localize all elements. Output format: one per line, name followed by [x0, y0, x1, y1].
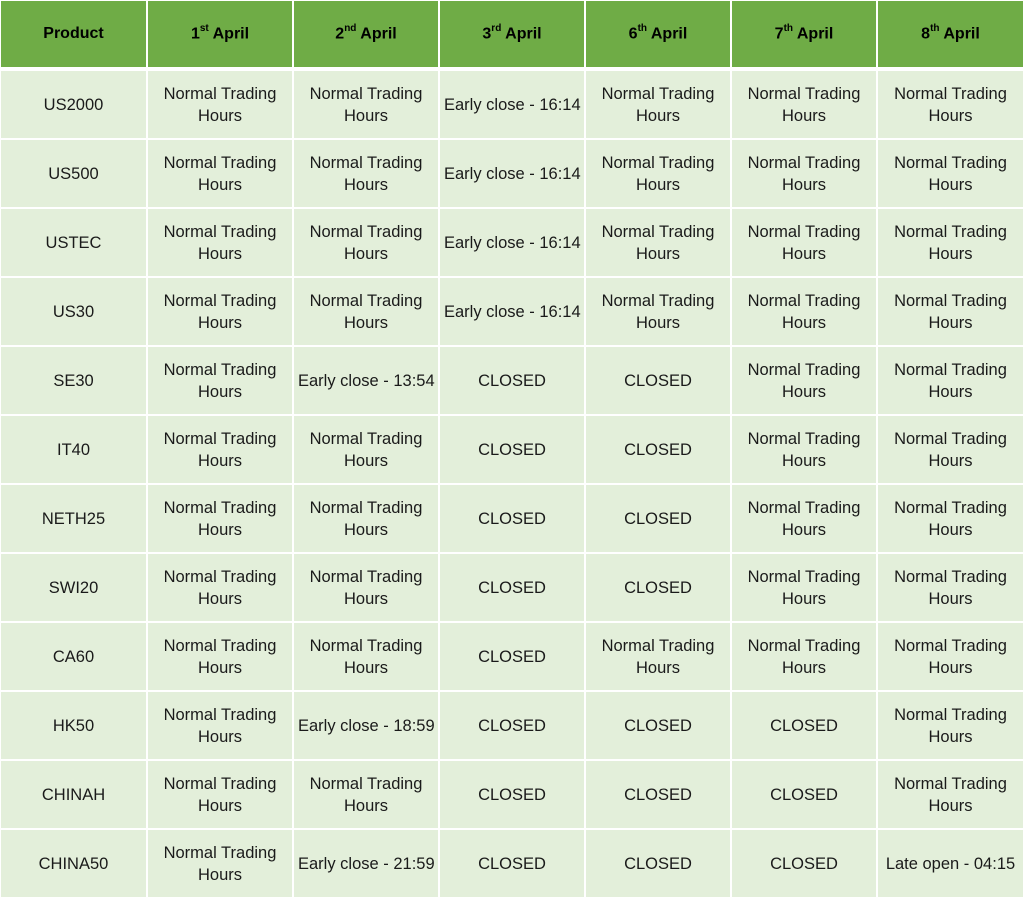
schedule-cell: Early close - 16:14: [439, 69, 585, 139]
table-row: [1, 553, 1023, 622]
schedule-cell: Normal Trading Hours: [877, 415, 1023, 484]
schedule-cell: CLOSED: [439, 484, 585, 553]
schedule-cell: Normal Trading Hours: [877, 760, 1023, 829]
schedule-cell: Normal Trading Hours: [877, 69, 1023, 139]
schedule-cell: Normal Trading Hours: [147, 829, 293, 897]
table-row: [1, 415, 1023, 484]
schedule-cell: Normal Trading Hours: [877, 208, 1023, 277]
table-row: [1, 829, 1023, 897]
schedule-cell: Normal Trading Hours: [585, 208, 731, 277]
schedule-cell: Normal Trading Hours: [877, 691, 1023, 760]
schedule-cell: CLOSED: [731, 829, 877, 897]
product-column-header: Product: [1, 1, 147, 69]
date-column-header: 8th April: [877, 1, 1023, 69]
schedule-cell: Normal Trading Hours: [731, 553, 877, 622]
product-name-cell: NETH25: [1, 484, 147, 553]
schedule-cell: Normal Trading Hours: [585, 139, 731, 208]
schedule-cell: CLOSED: [439, 553, 585, 622]
schedule-cell: Normal Trading Hours: [293, 760, 439, 829]
table-row: [1, 208, 1023, 277]
schedule-cell: Normal Trading Hours: [731, 208, 877, 277]
schedule-cell: Normal Trading Hours: [147, 69, 293, 139]
schedule-cell: CLOSED: [731, 760, 877, 829]
schedule-cell: Normal Trading Hours: [147, 622, 293, 691]
schedule-cell: Normal Trading Hours: [147, 139, 293, 208]
product-name-cell: US30: [1, 277, 147, 346]
schedule-cell: Normal Trading Hours: [877, 346, 1023, 415]
schedule-cell: Normal Trading Hours: [293, 415, 439, 484]
product-name-cell: SWI20: [1, 553, 147, 622]
schedule-cell: Normal Trading Hours: [147, 415, 293, 484]
schedule-cell: CLOSED: [585, 415, 731, 484]
schedule-cell: Early close - 21:59: [293, 829, 439, 897]
schedule-cell: CLOSED: [439, 829, 585, 897]
schedule-cell: CLOSED: [585, 829, 731, 897]
schedule-cell: CLOSED: [731, 691, 877, 760]
schedule-cell: CLOSED: [439, 760, 585, 829]
schedule-cell: CLOSED: [585, 346, 731, 415]
schedule-cell: Early close - 16:14: [439, 208, 585, 277]
product-name-cell: HK50: [1, 691, 147, 760]
table-row: [1, 277, 1023, 346]
product-name-cell: CA60: [1, 622, 147, 691]
schedule-cell: Normal Trading Hours: [731, 277, 877, 346]
schedule-cell: Normal Trading Hours: [293, 553, 439, 622]
schedule-cell: CLOSED: [439, 415, 585, 484]
table-row: [1, 139, 1023, 208]
date-column-header: 7th April: [731, 1, 877, 69]
schedule-cell: Normal Trading Hours: [147, 277, 293, 346]
trading-hours-table: [1, 1, 1023, 897]
schedule-cell: Normal Trading Hours: [877, 484, 1023, 553]
schedule-cell: Normal Trading Hours: [731, 346, 877, 415]
schedule-cell: Normal Trading Hours: [293, 208, 439, 277]
date-column-header: 2nd April: [293, 1, 439, 69]
schedule-cell: Normal Trading Hours: [877, 622, 1023, 691]
date-column-header: 3rd April: [439, 1, 585, 69]
schedule-cell: Normal Trading Hours: [731, 622, 877, 691]
schedule-cell: Normal Trading Hours: [731, 139, 877, 208]
schedule-cell: Normal Trading Hours: [585, 69, 731, 139]
schedule-cell: Early close - 16:14: [439, 139, 585, 208]
table-row: [1, 346, 1023, 415]
schedule-cell: Normal Trading Hours: [147, 691, 293, 760]
product-name-cell: IT40: [1, 415, 147, 484]
schedule-cell: Normal Trading Hours: [877, 139, 1023, 208]
schedule-cell: Normal Trading Hours: [293, 622, 439, 691]
product-name-cell: US2000: [1, 69, 147, 139]
schedule-cell: Early close - 18:59: [293, 691, 439, 760]
table-row: [1, 622, 1023, 691]
product-name-cell: US500: [1, 139, 147, 208]
schedule-cell: CLOSED: [585, 553, 731, 622]
product-name-cell: USTEC: [1, 208, 147, 277]
table-row: [1, 760, 1023, 829]
schedule-cell: Normal Trading Hours: [147, 346, 293, 415]
table-body: [1, 69, 1023, 897]
table-row: [1, 69, 1023, 139]
date-column-header: 6th April: [585, 1, 731, 69]
schedule-cell: Normal Trading Hours: [731, 69, 877, 139]
schedule-cell: CLOSED: [439, 691, 585, 760]
schedule-cell: CLOSED: [439, 346, 585, 415]
table-row: [1, 691, 1023, 760]
schedule-cell: Normal Trading Hours: [877, 277, 1023, 346]
schedule-cell: Normal Trading Hours: [147, 208, 293, 277]
schedule-cell: Normal Trading Hours: [585, 622, 731, 691]
schedule-cell: CLOSED: [439, 622, 585, 691]
schedule-cell: Normal Trading Hours: [147, 553, 293, 622]
schedule-cell: Normal Trading Hours: [585, 277, 731, 346]
schedule-cell: Normal Trading Hours: [293, 484, 439, 553]
schedule-cell: Normal Trading Hours: [877, 553, 1023, 622]
header-row: [1, 1, 1023, 69]
schedule-cell: CLOSED: [585, 484, 731, 553]
product-name-cell: CHINA50: [1, 829, 147, 897]
schedule-cell: Normal Trading Hours: [147, 760, 293, 829]
schedule-cell: Normal Trading Hours: [731, 484, 877, 553]
schedule-cell: CLOSED: [585, 691, 731, 760]
schedule-cell: Normal Trading Hours: [293, 277, 439, 346]
schedule-cell: Early close - 13:54: [293, 346, 439, 415]
schedule-cell: Normal Trading Hours: [293, 139, 439, 208]
product-name-cell: SE30: [1, 346, 147, 415]
table-row: [1, 484, 1023, 553]
date-column-header: 1st April: [147, 1, 293, 69]
schedule-cell: Normal Trading Hours: [293, 69, 439, 139]
schedule-cell: Late open - 04:15: [877, 829, 1023, 897]
schedule-cell: CLOSED: [585, 760, 731, 829]
product-name-cell: CHINAH: [1, 760, 147, 829]
schedule-cell: Normal Trading Hours: [147, 484, 293, 553]
schedule-cell: Early close - 16:14: [439, 277, 585, 346]
schedule-cell: Normal Trading Hours: [731, 415, 877, 484]
